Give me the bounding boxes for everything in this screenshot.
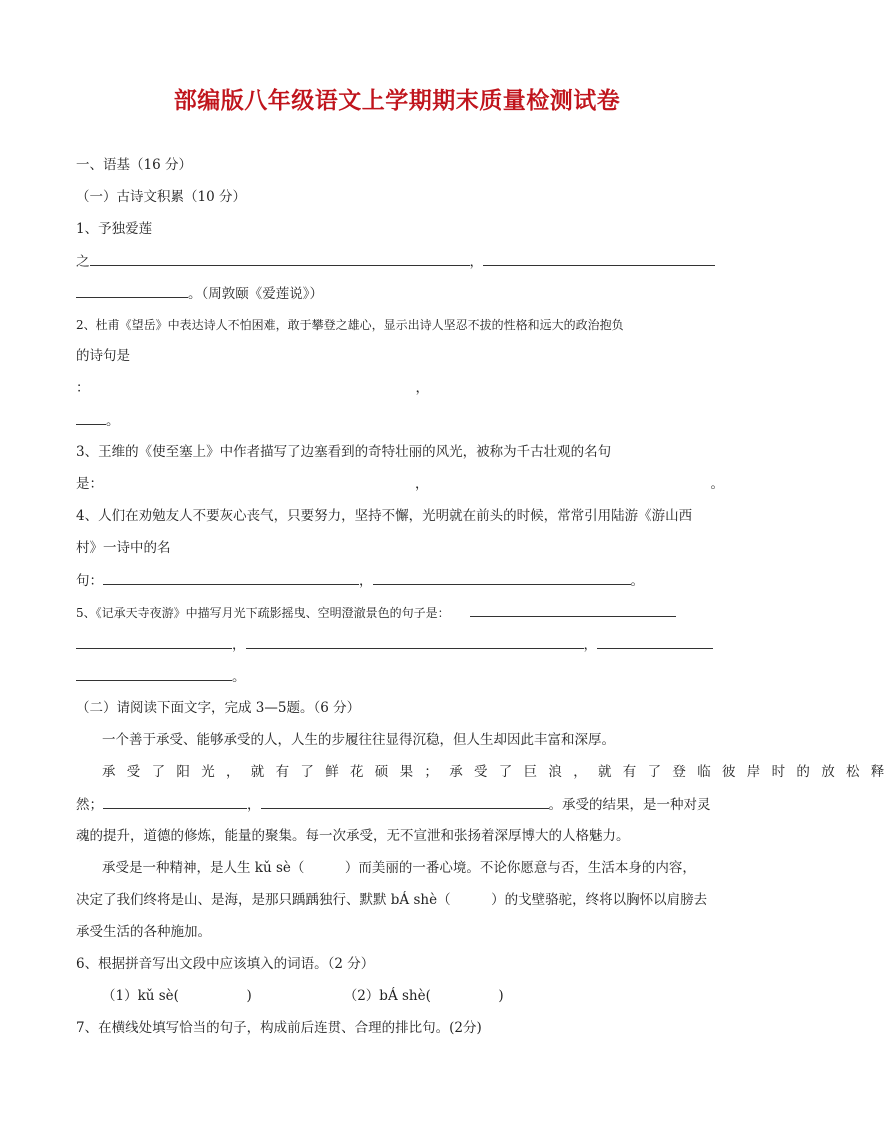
question-1-answer-line-2 — [76, 284, 323, 303]
answer-blank[interactable] — [103, 571, 359, 585]
q3-comma: ， — [415, 476, 429, 492]
q5-comma-2: ， — [583, 637, 597, 653]
q4-prefix: 句： — [76, 573, 103, 589]
question-2: 2、杜甫《望岳》中表达诗人不怕困难，敢于攀登之雄心，显示出诗人坚忍不拔的性格和远大的政治抱负 — [76, 318, 624, 332]
question-4: 4、人们在劝勉友人不要灰心丧气，只要努力，坚持不懈，光明就在前头的时候，常常引用陆游《游山西 — [76, 508, 693, 524]
q2-end: 。 — [106, 413, 120, 429]
q1-suffix: 。（周敦颐《爱莲说》） — [188, 286, 323, 302]
answer-blank[interactable] — [76, 411, 106, 425]
q2-comma: ， — [415, 380, 429, 396]
passage-paragraph-2: 承受了阳光，就有了鲜花硕果；承受了巨浪，就有了登临彼岸时的放松释 — [102, 764, 896, 780]
p2-prefix: 然； — [76, 797, 103, 813]
answer-blank[interactable] — [76, 635, 232, 649]
question-5-answer-line — [76, 635, 713, 654]
p2-comma: ， — [247, 797, 261, 813]
part-heading: （一）古诗文积累（10 分） — [76, 189, 246, 205]
question-3: 3、王维的《使至塞上》中作者描写了边塞看到的奇特壮丽的风光，被称为千古壮观的名句 — [76, 444, 612, 460]
question-4-cont: 村》一诗中的名 — [76, 540, 171, 556]
answer-blank[interactable] — [90, 252, 470, 266]
q4-end: 。 — [630, 573, 644, 589]
answer-blank[interactable] — [373, 571, 631, 585]
answer-blank[interactable] — [103, 795, 247, 809]
answer-blank[interactable] — [76, 284, 188, 298]
q3-end: 。 — [710, 476, 724, 492]
question-6-options — [102, 987, 504, 1005]
q6-option-1: （1）kǔ sè( ) — [102, 988, 252, 1004]
question-7: 7、在横线处填写恰当的句子，构成前后连贯、合理的排比句。(2分) — [76, 1020, 482, 1036]
q4-comma: ， — [359, 573, 373, 589]
answer-blank[interactable] — [470, 603, 676, 617]
question-2-answer-line — [76, 379, 429, 397]
q5-comma-1: ， — [232, 637, 246, 653]
q1-prefix: 之 — [76, 254, 90, 270]
passage-paragraph-2-line-2 — [76, 795, 711, 814]
answer-blank[interactable] — [597, 635, 713, 649]
section-heading: 一、语基（16 分） — [76, 157, 192, 173]
question-3-answer-line — [76, 475, 724, 493]
question-2-cont: 的诗句是 — [76, 348, 130, 364]
q3-prefix: 是： — [76, 476, 103, 492]
part-2-heading: （二）请阅读下面文字，完成 3—5题。（6 分） — [76, 700, 361, 716]
question-5 — [76, 603, 676, 622]
q6-option-2: （2）bÁ shè( ) — [343, 988, 504, 1004]
q5-end: 。 — [232, 669, 246, 685]
q1-comma: ， — [469, 254, 483, 270]
answer-blank[interactable] — [76, 667, 232, 681]
question-6: 6、根据拼音写出文段中应该填入的词语。（2 分） — [76, 956, 375, 972]
question-4-answer-line — [76, 571, 644, 590]
question-1: 1、予独爱莲 — [76, 221, 153, 237]
q5-stem: 5、《记承天寺夜游》中描写月光下疏影摇曳、空明澄澈景色的句子是： — [76, 606, 450, 620]
answer-blank[interactable] — [483, 252, 715, 266]
question-1-answer-line — [76, 252, 715, 271]
question-2-answer-line-2 — [76, 411, 120, 430]
passage-paragraph-3-line-3: 承受生活的各种施加。 — [76, 924, 211, 940]
question-5-answer-line-2 — [76, 667, 246, 686]
p2-suffix: 。承受的结果，是一种对灵 — [548, 797, 711, 813]
page-title: 部编版八年级语文上学期期末质量检测试卷 — [173, 88, 621, 114]
passage-paragraph-3: 承受是一种精神，是人生 kǔ sè（ ）而美丽的一番心境。不论你愿意与否，生活本身的内容， — [102, 860, 696, 876]
passage-paragraph-1: 一个善于承受、能够承受的人，人生的步履往往显得沉稳，但人生却因此丰富和深厚。 — [102, 732, 615, 748]
passage-paragraph-3-line-2: 决定了我们终将是山、是海，是那只踽踽独行、默默 bÁ shè（ ）的戈壁骆驼，终将以胸怀以肩膀去 — [76, 892, 708, 908]
answer-blank[interactable] — [246, 635, 584, 649]
answer-blank[interactable] — [261, 795, 549, 809]
passage-paragraph-2-line-3: 魂的提升，道德的修炼，能量的聚集。每一次承受，无不宣泄和张扬着深厚博大的人格魅力。 — [76, 828, 630, 844]
q2-colon: ： — [76, 380, 90, 396]
